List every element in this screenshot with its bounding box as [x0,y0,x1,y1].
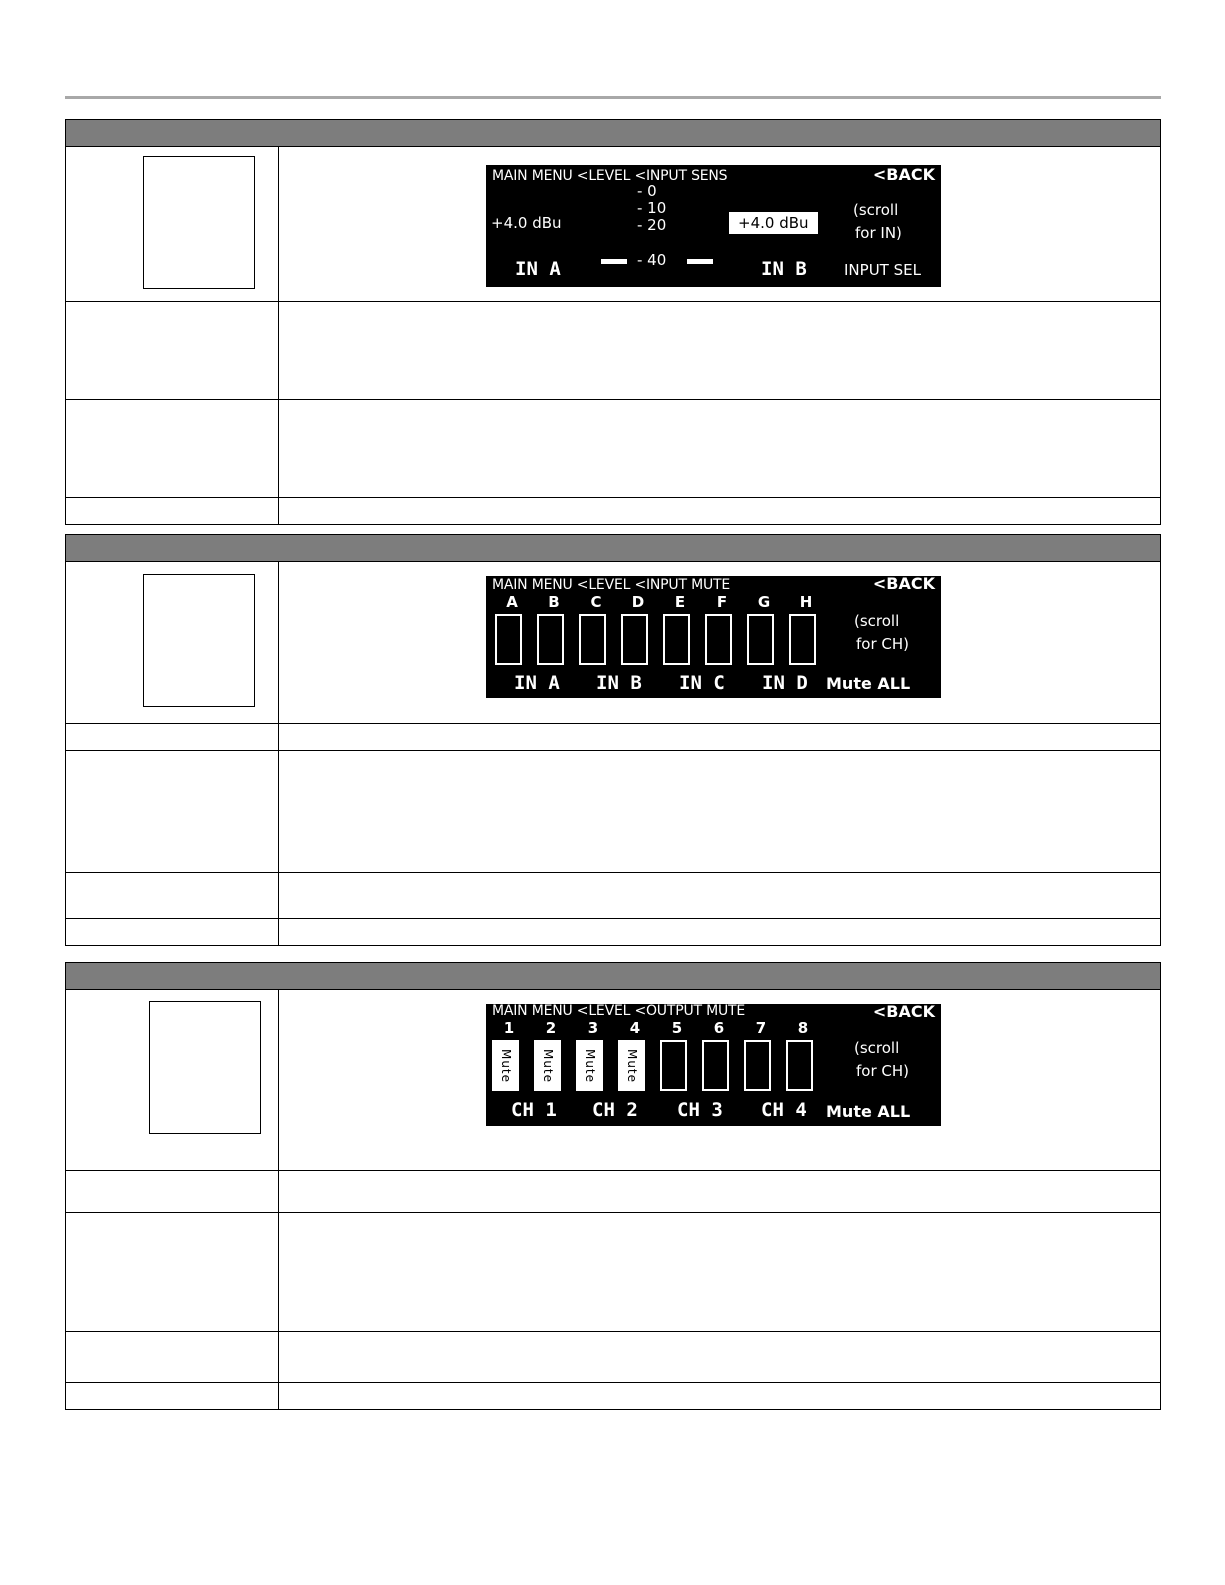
screen-row [66,990,1160,1171]
thumbnail-frame [143,156,255,289]
channel-number: 7 [755,1019,767,1037]
screen-cell [279,990,1160,1170]
mute-toggle-e[interactable] [663,614,690,665]
text-cell [279,498,1160,524]
label-cell [66,400,279,497]
channel-letter: B [548,593,560,611]
scale-40: - 40 [637,251,667,269]
back-button[interactable]: <BACK [872,576,935,593]
scale-20: - 20 [637,216,667,234]
mute-toggle-3[interactable] [576,1040,603,1091]
text-cell [279,1332,1160,1382]
mute-toggle-h[interactable] [789,614,816,665]
description-row [66,400,1160,498]
label-cell [66,1332,279,1382]
description-row [66,1171,1160,1213]
mute-toggle-g[interactable] [747,614,774,665]
channel-number: 8 [797,1019,809,1037]
screen-cell [279,147,1160,301]
label-cell [66,1213,279,1331]
mute-label: Mute [582,1048,597,1083]
text-cell [279,919,1160,945]
scale-10: - 10 [637,199,667,217]
group-label: CH 2 [592,1099,638,1121]
description-row [66,302,1160,400]
screen-row [66,147,1160,302]
section-header [66,120,1160,147]
label-cell [66,498,279,524]
channel-number: 2 [545,1019,557,1037]
thumbnail-frame [143,574,255,707]
lcd-screen [486,165,941,287]
group-label: CH 3 [677,1099,723,1121]
text-cell [279,1383,1160,1409]
mute-label: Mute [624,1048,639,1083]
label-cell [66,873,279,918]
lcd-screen [486,1004,941,1126]
group-label: IN C [679,672,725,694]
group-label: IN A [514,672,560,694]
mute-toggle-d[interactable] [621,614,648,665]
input-b-label: IN B [761,258,807,280]
label-cell [66,919,279,945]
scroll-hint-line1: (scroll [854,1039,900,1057]
back-button[interactable]: <BACK [872,165,935,184]
mute-toggle-c[interactable] [579,614,606,665]
channel-number: 1 [503,1019,515,1037]
left-value: +4.0 dBu [491,214,562,232]
mute-toggle-1[interactable] [492,1040,519,1091]
lcd-breadcrumb: MAIN MENU <LEVEL <OUTPUT MUTE [492,1004,746,1019]
label-cell [66,724,279,750]
meter-bar-left [601,259,627,264]
output-mute-section [65,962,1161,1410]
mute-all-button[interactable]: Mute ALL [826,674,911,693]
label-cell [66,302,279,399]
top-rule [65,96,1161,99]
section-header [66,535,1160,562]
mute-toggle-5[interactable] [660,1040,687,1091]
thumbnail-frame [149,1001,261,1134]
channel-number: 3 [587,1019,599,1037]
text-cell [279,400,1160,497]
meter-bar-right [687,259,713,264]
label-cell [66,1383,279,1409]
input-mute-section [65,534,1161,946]
channel-number: 6 [713,1019,725,1037]
lcd-breadcrumb: MAIN MENU <LEVEL <INPUT MUTE [492,577,730,593]
scale-0: - 0 [637,182,657,200]
group-label: IN D [762,672,808,694]
lcd-screen [486,576,941,698]
label-cell [66,147,279,301]
description-row [66,751,1160,873]
text-cell [279,724,1160,750]
mute-toggle-f[interactable] [705,614,732,665]
group-label: CH 4 [761,1099,807,1121]
channel-letter: H [799,593,813,611]
channel-letter: D [631,593,645,611]
label-cell [66,1171,279,1212]
channel-letter: F [716,593,728,611]
input-sens-section [65,119,1161,525]
channel-letter: A [506,593,518,611]
input-sel-button[interactable]: INPUT SEL [844,261,921,279]
mute-toggle-4[interactable] [618,1040,645,1091]
mute-toggle-a[interactable] [495,614,522,665]
mute-label: Mute [540,1048,555,1083]
description-row [66,919,1160,945]
channel-number: 5 [671,1019,683,1037]
mute-toggle-8[interactable] [786,1040,813,1091]
scroll-hint-line2: for CH) [856,1062,909,1080]
channel-letter: G [757,593,771,611]
scroll-hint-line2: for IN) [855,224,902,242]
description-row [66,724,1160,751]
text-cell [279,1171,1160,1212]
section-header [66,963,1160,990]
description-row [66,1383,1160,1409]
description-row [66,1332,1160,1383]
scroll-hint-line1: (scroll [853,201,899,219]
description-row [66,498,1160,524]
description-row [66,1213,1160,1332]
text-cell [279,873,1160,918]
text-cell [279,751,1160,872]
channel-letter: C [590,593,602,611]
input-a-label: IN A [515,258,561,280]
channel-letter: E [674,593,686,611]
scroll-hint-line1: (scroll [854,612,900,630]
screen-row [66,562,1160,724]
right-value[interactable]: +4.0 dBu [729,212,818,234]
back-button[interactable]: <BACK [872,1004,935,1021]
screen-cell [279,562,1160,723]
group-label: IN B [596,672,642,694]
label-cell [66,562,279,723]
label-cell [66,751,279,872]
mute-toggle-b[interactable] [537,614,564,665]
mute-toggle-6[interactable] [702,1040,729,1091]
mute-toggle-2[interactable] [534,1040,561,1091]
text-cell [279,302,1160,399]
text-cell [279,1213,1160,1331]
mute-toggle-7[interactable] [744,1040,771,1091]
description-row [66,873,1160,919]
channel-number: 4 [629,1019,641,1037]
mute-label: Mute [498,1048,513,1083]
label-cell [66,990,279,1170]
scroll-hint-line2: for CH) [856,635,909,653]
group-label: CH 1 [511,1099,557,1121]
mute-all-button[interactable]: Mute ALL [826,1102,911,1121]
lcd-breadcrumb: MAIN MENU <LEVEL <INPUT SENS [492,168,728,184]
